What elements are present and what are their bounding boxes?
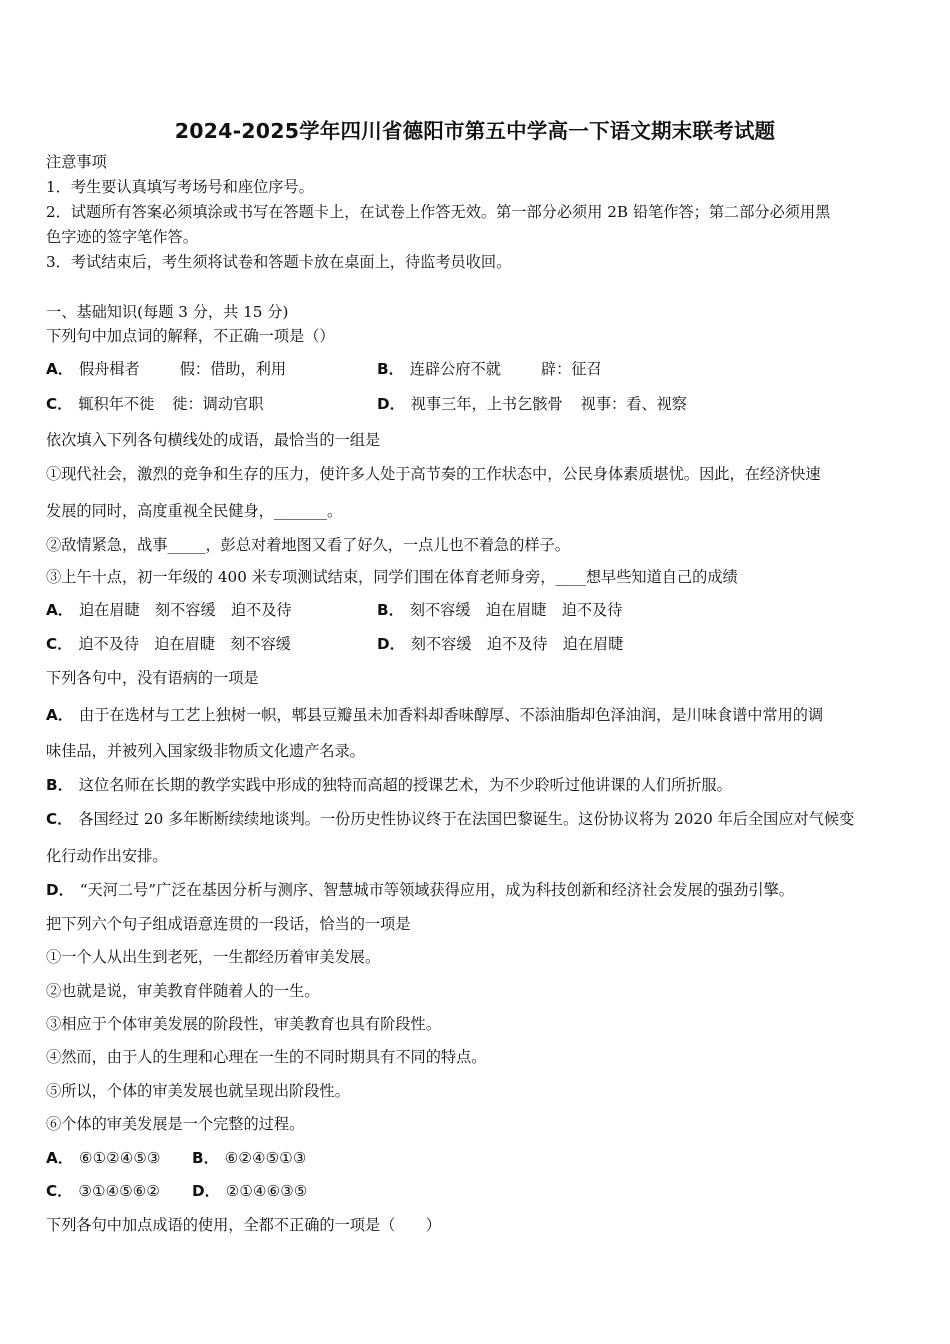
option-letter: C． [46, 635, 73, 653]
option-letter: B． [46, 776, 73, 794]
q3-option-d [46, 880, 912, 900]
option-letter: D． [377, 395, 405, 413]
notice-heading: 注意事项 [46, 153, 107, 171]
option-text: 刻不容缓 迫在眉睫 迫不及待 [409, 601, 623, 619]
q3-option-a [46, 705, 912, 725]
option-letter: B． [377, 601, 404, 619]
q1-option-a [46, 359, 286, 379]
option-gloss: 辟：征召 [540, 360, 602, 378]
q1-option-b [377, 359, 602, 379]
page-title: 2024-2025学年四川省德阳市第五中学高一下语文期末联考试题 [174, 119, 776, 143]
q4-option-c [46, 1181, 160, 1201]
option-text: 迫在眉睫 刻不容缓 迫不及待 [78, 601, 292, 619]
option-text: 这位名师在长期的教学实践中形成的独特而高超的授课艺术，为不少聆听过他讲课的人们所折服。 [78, 776, 732, 794]
option-letter: A． [46, 601, 73, 619]
option-letter: B． [377, 360, 404, 378]
option-text: ⑥②④⑤①③ [224, 1149, 307, 1167]
q1-option-d [377, 394, 687, 414]
q2-sentence: ③上午十点，初一年级的 400 米专项测试结束，同学们围在体育老师身旁，____想早些知道自己的成绩 [46, 568, 738, 586]
notice-item: 3．考试结束后，考生须将试卷和答题卡放在桌面上，待监考员收回。 [46, 253, 512, 271]
q2-sentence: ①现代社会，激烈的竞争和生存的压力，使许多人处于高节奏的工作状态中，公民身体素质堪忧。因此，在经济快速 [46, 465, 821, 483]
question-2-stem: 依次填入下列各句横线处的成语，最恰当的一组是 [46, 431, 381, 449]
option-text: 连辟公府不就 [409, 360, 501, 378]
option-text: 视事三年，上书乞骸骨 [410, 395, 563, 413]
option-text: 由于在选材与工艺上独树一帜，郫县豆瓣虽未加香料却香味醇厚、不添油脂却色泽油润，是川味食谱中常用的调 [78, 706, 824, 724]
q4-option-d [192, 1181, 308, 1201]
q4-sentence: ①一个人从出生到老死，一生都经历着审美发展。 [46, 948, 381, 966]
option-letter: A． [46, 706, 73, 724]
option-letter: C． [46, 810, 73, 828]
option-gloss: 假：借助，利用 [179, 360, 287, 378]
section-heading: 一、基础知识(每题 3 分，共 15 分) [46, 303, 289, 321]
q4-option-b [192, 1148, 306, 1168]
q4-sentence: ④然而，由于人的生理和心理在一生的不同时期具有不同的特点。 [46, 1048, 487, 1066]
q2-option-d [377, 634, 623, 654]
option-letter: D． [377, 635, 405, 653]
option-letter: C． [46, 1182, 73, 1200]
q4-sentence: ⑤所以，个体的审美发展也就呈现出阶段性。 [46, 1082, 350, 1100]
option-text: ⑥①②④⑤③ [78, 1149, 161, 1167]
notice-item: 色字迹的签字笔作答。 [46, 228, 198, 246]
q4-sentence: ②也就是说，审美教育伴随着人的一生。 [46, 982, 320, 1000]
option-text: 迫不及待 迫在眉睫 刻不容缓 [78, 635, 291, 653]
question-3-stem: 下列各句中，没有语病的一项是 [46, 669, 259, 687]
question-4-stem: 把下列六个句子组成语意连贯的一段话，恰当的一项是 [46, 915, 411, 933]
option-text: ②①④⑥③⑤ [225, 1182, 308, 1200]
q2-option-c [46, 634, 291, 654]
option-letter: B． [192, 1149, 219, 1167]
notice-item: 1．考生要认真填写考场号和座位序号。 [46, 178, 314, 196]
option-text: 假舟楫者 [78, 360, 140, 378]
option-text: “天河二号”广泛在基因分析与测序、智慧城市等领域获得应用，成为科技创新和经济社会发展的强劲引擎。 [79, 881, 794, 899]
question-5-stem: 下列各句中加点成语的使用，全都不正确的一项是（ ） [46, 1216, 441, 1234]
q3-option-c [46, 809, 912, 829]
option-letter: A． [46, 360, 73, 378]
notice-item: 2．试题所有答案必须填涂或书写在答题卡上，在试卷上作答无效。第一部分必须用 2B 铅笔作答；第二部分必须用黑 [46, 203, 831, 221]
q4-sentence: ⑥个体的审美发展是一个完整的过程。 [46, 1115, 305, 1133]
option-letter: C． [46, 395, 73, 413]
q2-option-a [46, 600, 292, 620]
option-letter: A． [46, 1149, 73, 1167]
q2-sentence: ②敌情紧急，战事_____，彭总对着地图又看了好久，一点儿也不着急的样子。 [46, 536, 570, 554]
option-text: ③①④⑤⑥② [78, 1182, 161, 1200]
q3-option-a-cont: 味佳品，并被列入国家级非物质文化遗产名录。 [46, 742, 365, 760]
q3-option-b [46, 775, 912, 795]
q4-option-a [46, 1148, 161, 1168]
option-text: 各国经过 20 多年断断续续地谈判。一份历史性协议终于在法国巴黎诞生。这份协议将为 2020 年后全国应对气候变 [78, 810, 855, 828]
q3-option-c-cont: 化行动作出安排。 [46, 847, 168, 865]
q2-option-b [377, 600, 622, 620]
q2-sentence: 发展的同时，高度重视全民健身，_______。 [46, 502, 343, 520]
question-1-stem: 下列句中加点词的解释，不正确一项是（） [46, 327, 335, 345]
q1-option-c [46, 394, 263, 414]
option-text: 刻不容缓 迫不及待 迫在眉睫 [410, 635, 624, 653]
option-gloss: 徙：调动官职 [172, 395, 264, 413]
option-text: 辄积年不徙 [78, 395, 155, 413]
option-letter: D． [46, 881, 74, 899]
option-gloss: 视事：看、视察 [580, 395, 687, 413]
q4-sentence: ③相应于个体审美发展的阶段性，审美教育也具有阶段性。 [46, 1015, 441, 1033]
option-letter: D． [192, 1182, 220, 1200]
